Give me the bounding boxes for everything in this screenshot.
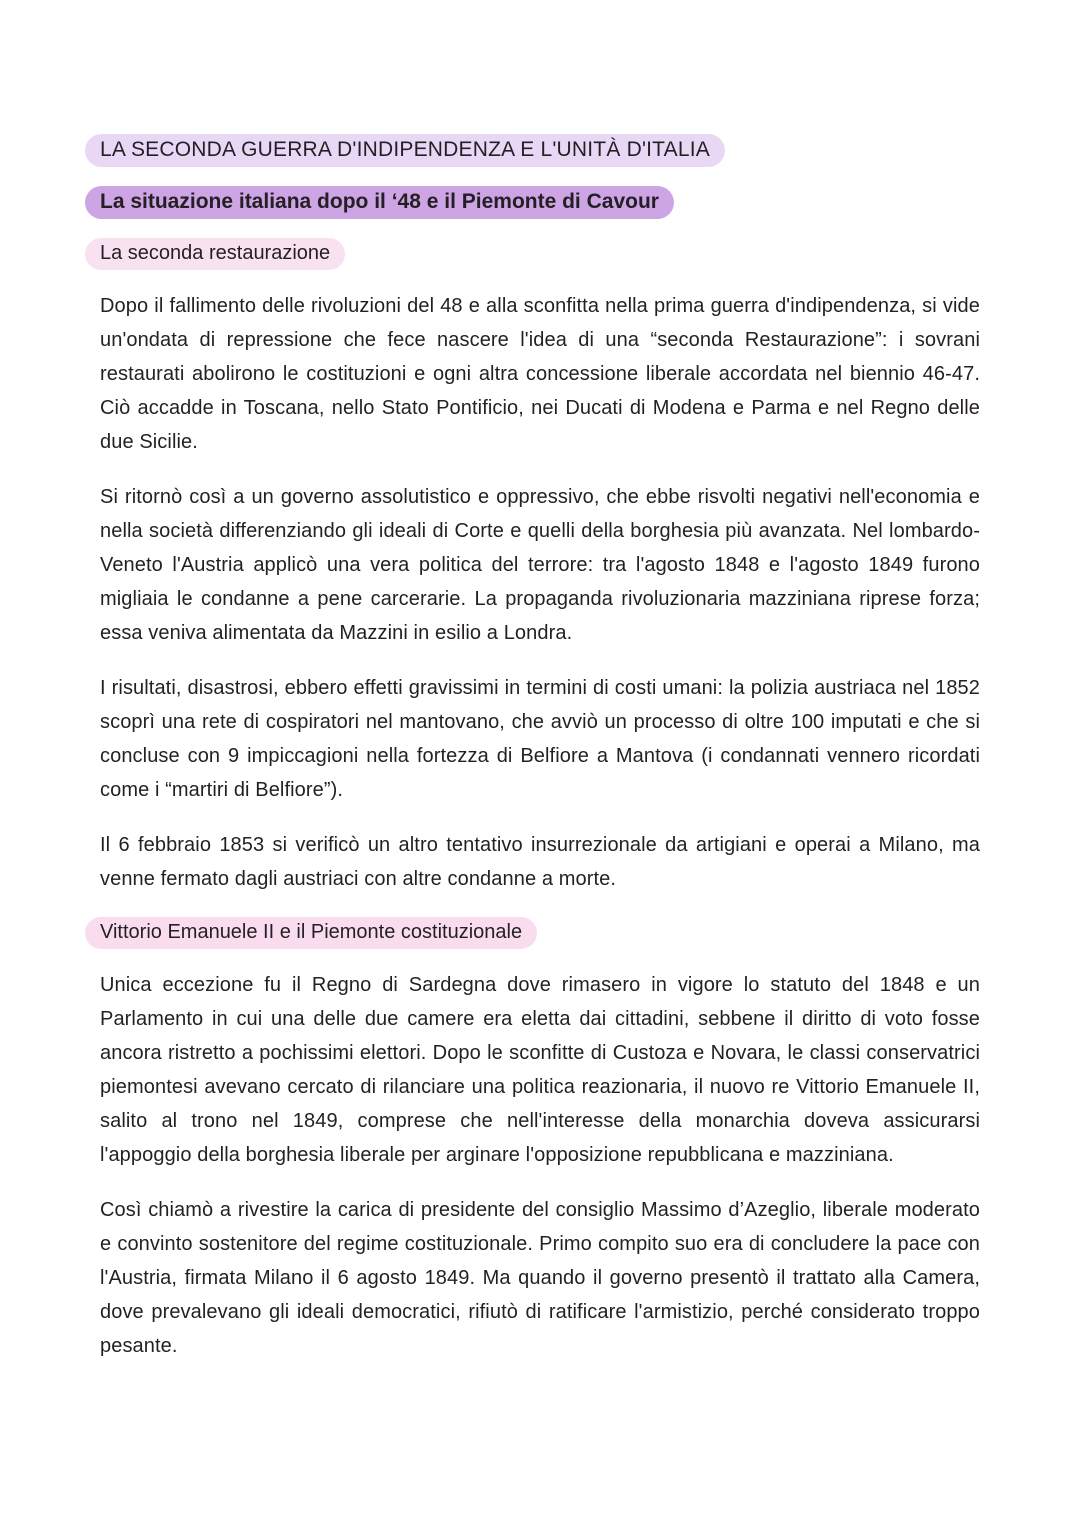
chapter-title: La situazione italiana dopo il ‘48 e il Piemonte di Cavour (85, 186, 674, 219)
section-la-seconda-restaurazione (100, 238, 980, 896)
paragraph-seconda-restaurazione-3: I risultati, disastrosi, ebbero effetti gravissimi in termini di costi umani: la polizia austriaca nel 1852 scoprì una rete di cospiratori nel mantovano, che avviò un processo di oltre 100 imputati e che si concluse con 9 impiccagioni nella fortezza di Belfiore a Mantova (i condannati vennero ricordati come i “martiri di Belfiore”). (100, 677, 980, 801)
chapter-title-row (100, 186, 980, 219)
main-title-row (100, 134, 980, 167)
section-heading-row (100, 238, 980, 270)
section-heading-la-seconda-restaurazione: La seconda restaurazione (85, 238, 345, 270)
section-heading-row (100, 917, 980, 949)
main-title: LA SECONDA GUERRA D'INDIPENDENZA E L'UNITÀ D'ITALIA (85, 134, 725, 167)
paragraph-seconda-restaurazione-1: Dopo il fallimento delle rivoluzioni del 48 e alla sconfitta nella prima guerra d'indipendenza, si vide un'ondata di repressione che fece nascere l'idea di una “seconda Restaurazione”: i sovrani restaurati abolirono le costituzioni e ogni altra concessione liberale accordata nel biennio 46-47. Ciò accadde in Toscana, nello Stato Pontificio, nei Ducati di Modena e Parma e nel Regno delle due Sicilie. (100, 295, 980, 453)
section-heading-vittorio-emanuele: Vittorio Emanuele II e il Piemonte costituzionale (85, 917, 537, 949)
section-vittorio-emanuele (100, 917, 980, 1363)
paragraph-seconda-restaurazione-2: Si ritornò così a un governo assolutistico e oppressivo, che ebbe risvolti negativi nell'economia e nella società differenziando gli ideali di Corte e quelli della borghesia più avanzata. Nel lombardo-Veneto l'Austria applicò una vera politica del terrore: tra l'agosto 1848 e l'agosto 1849 furono migliaia le condanne a pene carcerarie. La propaganda rivoluzionaria mazziniana riprese forza; essa veniva alimentata da Mazzini in esilio a Londra. (100, 486, 980, 644)
paragraph-seconda-restaurazione-4: Il 6 febbraio 1853 si verificò un altro tentativo insurrezionale da artigiani e operai a Milano, ma venne fermato dagli austriaci con altre condanne a morte. (100, 834, 980, 890)
paragraph-vittorio-emanuele-2: Così chiamò a rivestire la carica di presidente del consiglio Massimo d’Azeglio, liberale moderato e convinto sostenitore del regime costituzionale. Primo compito suo era di concludere la pace con l'Austria, firmata Milano il 6 agosto 1849. Ma quando il governo presentò il trattato alla Camera, dove prevalevano gli ideali democratici, rifiutò di ratificare l'armistizio, perché considerato troppo pesante. (100, 1199, 980, 1357)
paragraph-vittorio-emanuele-1: Unica eccezione fu il Regno di Sardegna dove rimasero in vigore lo statuto del 1848 e un Parlamento in cui una delle due camere era eletta dai cittadini, sebbene il diritto di voto fosse ancora ristretto a pochissimi elettori. Dopo le sconfitte di Custoza e Novara, le classi conservatrici piemontesi avevano cercato di rilanciare una politica reazionaria, il nuovo re Vittorio Emanuele II, salito al trono nel 1849, comprese che nell'interesse della monarchia doveva assicurarsi l'appoggio della borghesia liberale per arginare l'opposizione repubblicana e mazziniana. (100, 974, 980, 1166)
